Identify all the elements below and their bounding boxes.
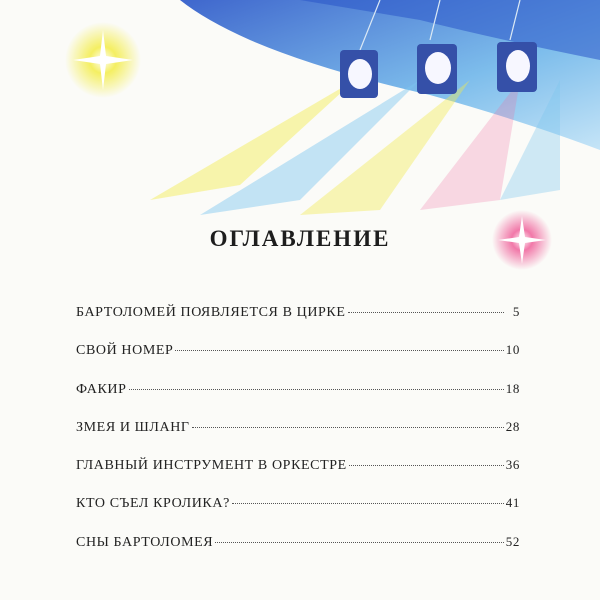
toc-entry[interactable] bbox=[76, 495, 520, 533]
dot-leader bbox=[215, 542, 504, 543]
spotlight-icon bbox=[417, 44, 457, 94]
toc-entry-title: БАРТОЛОМЕЙ ПОЯВЛЯЕТСЯ В ЦИРКЕ bbox=[76, 305, 346, 320]
yellow-sparkle-icon bbox=[65, 22, 141, 98]
toc-entry-page: 41 bbox=[505, 495, 520, 511]
table-of-contents bbox=[76, 304, 520, 572]
toc-entry-title: КТО СЪЕЛ КРОЛИКА? bbox=[76, 496, 230, 512]
toc-entry-title: СВОЙ НОМЕР bbox=[76, 343, 174, 359]
dot-leader bbox=[175, 350, 503, 351]
dot-leader bbox=[349, 465, 504, 466]
toc-entry-title: ФАКИР bbox=[76, 381, 127, 397]
dot-leader bbox=[348, 312, 504, 313]
toc-entry-page: 18 bbox=[505, 380, 520, 396]
toc-entry-page: 5 bbox=[512, 304, 520, 319]
spotlight-icon bbox=[497, 42, 537, 92]
spotlight-icon bbox=[340, 50, 378, 98]
dot-leader bbox=[192, 427, 504, 428]
toc-entry-title: СНЫ БАРТОЛОМЕЯ bbox=[76, 534, 214, 550]
toc-entry[interactable] bbox=[76, 342, 520, 380]
toc-entry[interactable] bbox=[76, 534, 520, 572]
toc-entry[interactable] bbox=[76, 304, 520, 342]
dot-leader bbox=[129, 389, 504, 390]
toc-entry[interactable] bbox=[76, 457, 520, 495]
toc-entry-title: ЗМЕЯ И ШЛАНГ bbox=[76, 419, 190, 435]
dot-leader bbox=[232, 503, 504, 504]
toc-entry-page: 10 bbox=[505, 342, 520, 358]
page-title: ОГЛАВЛЕНИЕ bbox=[209, 226, 391, 251]
toc-entry[interactable] bbox=[76, 381, 520, 419]
toc-entry[interactable] bbox=[76, 419, 520, 457]
toc-entry-page: 36 bbox=[505, 457, 520, 473]
toc-entry-title: ГЛАВНЫЙ ИНСТРУМЕНТ В ОРКЕСТРЕ bbox=[76, 458, 347, 474]
toc-entry-page: 52 bbox=[505, 533, 520, 549]
toc-entry-page: 28 bbox=[505, 418, 520, 434]
